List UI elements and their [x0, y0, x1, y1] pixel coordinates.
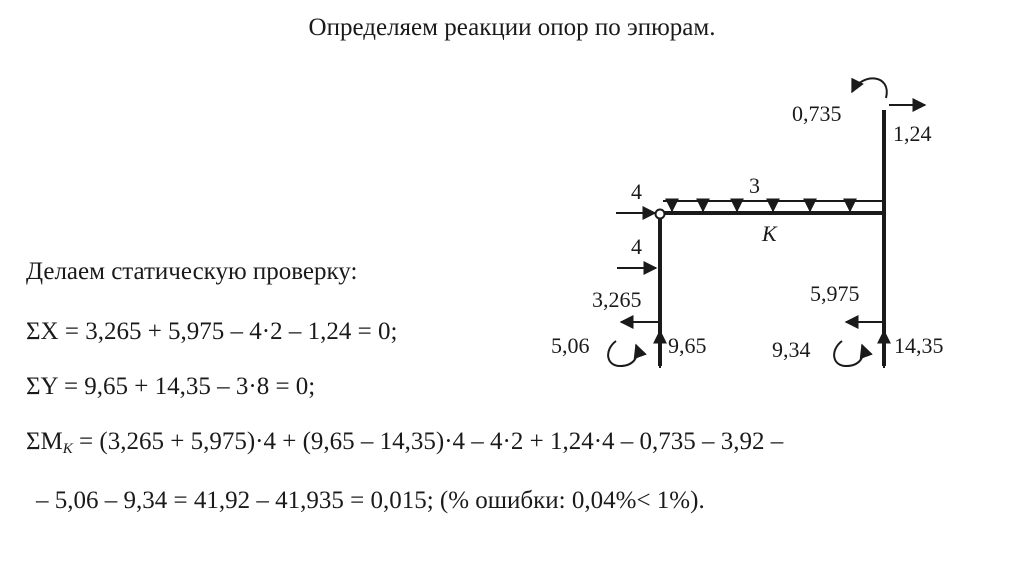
check-heading: Делаем статическую проверку:: [26, 258, 358, 285]
label-left-vertical: 9,65: [668, 333, 707, 358]
equation-sum-m-continued: – 5,06 – 9,34 = 41,92 – 41,935 = 0,015; (% ошибки: 0,04%< 1%).: [36, 487, 705, 514]
label-left-horizontal: 3,265: [592, 287, 642, 312]
label-right-vertical: 14,35: [894, 333, 944, 358]
hinge-node: [656, 210, 665, 219]
label-left-column-force: 4: [631, 234, 642, 259]
label-hinge-force: 4: [631, 179, 642, 204]
right-moment-arrow: [834, 341, 863, 366]
label-load-q: 3: [749, 173, 760, 198]
label-top-moment: 0,735: [792, 101, 842, 126]
equation-sum-x: [26, 318, 397, 346]
top-moment-arrow: [852, 78, 887, 98]
sum-m-symbol: ΣM: [26, 428, 63, 455]
sum-y-expression: = 9,65 + 14,35 – 3·8 = 0;: [57, 373, 316, 400]
label-right-horizontal: 5,975: [810, 281, 860, 306]
sum-x-symbol: ΣX: [26, 318, 59, 345]
equation-sum-y: [26, 373, 315, 401]
label-left-moment: 5,06: [551, 333, 590, 358]
label-right-moment: 9,34: [772, 337, 811, 362]
label-top-force: 1,24: [893, 121, 932, 146]
distributed-load: [663, 201, 884, 211]
sum-m-expression: = (3,265 + 5,975)·4 + (9,65 – 14,35)·4 – 4·2 + 1,24·4 – 0,735 – 3,92 –: [72, 428, 784, 455]
slide-title: Определяем реакции опор по эпюрам.: [308, 14, 716, 41]
sum-x-expression: = 3,265 + 5,975 – 4·2 – 1,24 = 0;: [58, 318, 398, 345]
sum-m-subscript: K: [62, 441, 73, 457]
label-point-k: K: [762, 221, 777, 246]
sum-y-symbol: ΣY: [26, 373, 58, 400]
left-moment-arrow: [608, 341, 637, 366]
equation-sum-m: [26, 428, 783, 458]
